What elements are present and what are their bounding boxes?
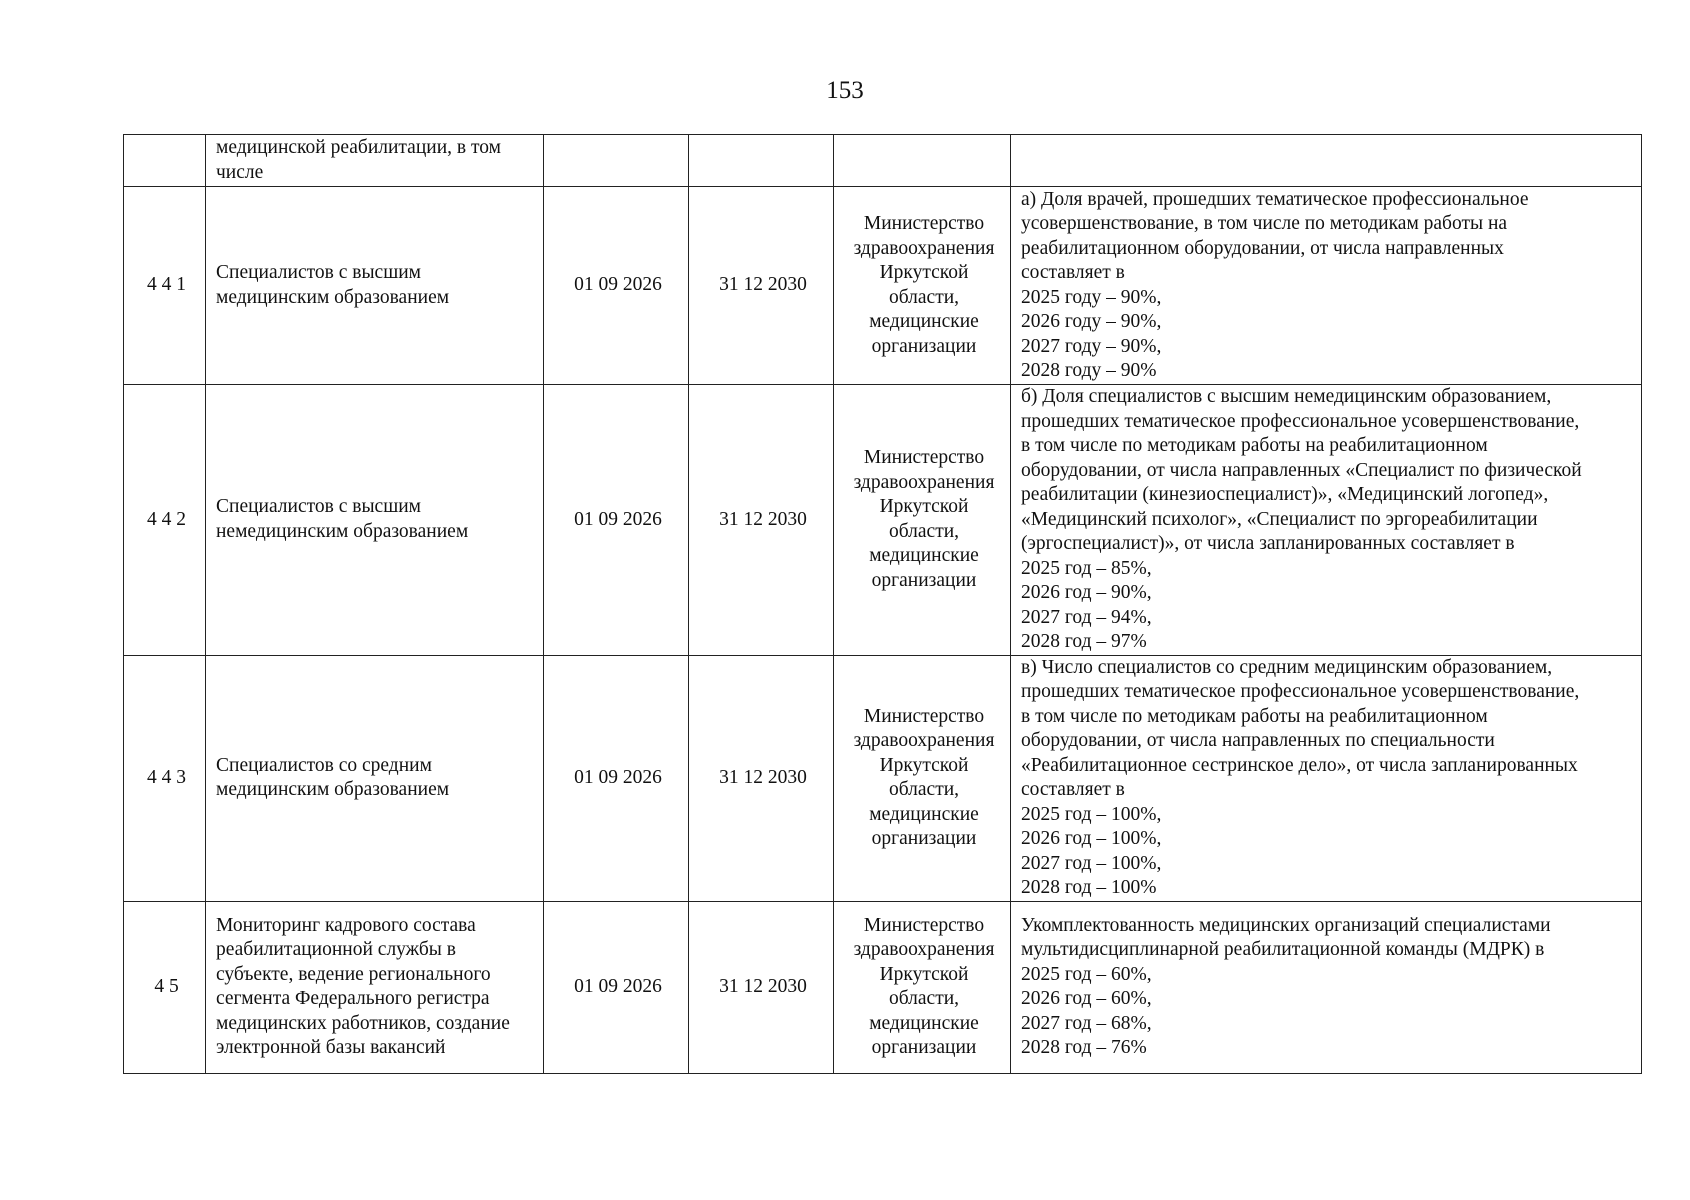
end-date-cell: 31 12 2030	[689, 655, 834, 901]
indicator-line: 2027 год – 94%,	[1021, 606, 1152, 628]
indicator-line: составляет в	[1021, 779, 1125, 800]
indicator-line: в) Число специалистов со средним медицинским образованием,	[1021, 656, 1553, 678]
event-name-cell	[206, 385, 544, 656]
indicator-line: 2025 год – 60%,	[1021, 963, 1152, 985]
indicator-line: 2026 год – 100%,	[1021, 828, 1162, 849]
indicator-line: составляет в	[1021, 262, 1125, 283]
indicator-line: прошедших тематическое профессиональное усовершенствование,	[1021, 681, 1580, 702]
start-date-cell: 01 09 2026	[544, 187, 689, 385]
row-number-cell	[124, 135, 206, 187]
plan-table	[123, 134, 1642, 1074]
indicator-cell	[1011, 135, 1642, 187]
end-date-cell	[689, 135, 834, 187]
indicator-line: оборудовании, от числа направленных по специальности	[1021, 730, 1495, 751]
indicator-line: 2028 год – 100%	[1021, 877, 1157, 898]
table-row	[124, 655, 1642, 901]
indicator-line: реабилитации (кинезиоспециалист)», «Медицинский логопед»,	[1021, 484, 1549, 505]
row-number-cell: 4 4 1	[124, 187, 206, 385]
event-name-cell	[206, 187, 544, 385]
indicator-cell	[1011, 385, 1642, 656]
indicator-line: 2025 год – 85%,	[1021, 557, 1152, 579]
event-name-cell	[206, 135, 544, 187]
event-name: Специалистов с высшим немедицинским образованием	[216, 496, 469, 542]
page-number: 153	[826, 77, 864, 104]
indicator-line: 2026 году – 90%,	[1021, 311, 1162, 332]
executor-cell	[834, 135, 1011, 187]
start-date-cell: 01 09 2026	[544, 385, 689, 656]
indicator-line: (эргоспециалист)», от числа запланированных составляет в	[1021, 533, 1515, 554]
indicator-line: в том числе по методикам работы на реабилитационном	[1021, 435, 1488, 456]
indicator-line: 2028 год – 97%	[1021, 631, 1147, 652]
indicator-cell	[1011, 655, 1642, 901]
event-name: медицинской реабилитации, в том числе	[216, 137, 501, 183]
indicator-line: 2026 год – 60%,	[1021, 988, 1152, 1009]
indicator-line: Укомплектованность медицинских организаций специалистами	[1021, 914, 1551, 936]
indicator-line: «Реабилитационное сестринское дело», от числа запланированных	[1021, 754, 1578, 776]
indicator-line: усовершенствование, в том числе по методикам работы на	[1021, 213, 1508, 234]
end-date-cell: 31 12 2030	[689, 385, 834, 656]
indicator-line: мультидисциплинарной реабилитационной команды (МДРК) в	[1021, 939, 1545, 960]
indicator-cell	[1011, 901, 1642, 1073]
indicator-cell	[1011, 187, 1642, 385]
event-name: Специалистов с высшим медицинским образованием	[216, 262, 450, 308]
indicator-line: б) Доля специалистов с высшим немедицинским образованием,	[1021, 386, 1552, 407]
start-date-cell	[544, 135, 689, 187]
event-name-cell	[206, 655, 544, 901]
table-row	[124, 901, 1642, 1073]
executor-cell: Министерство здравоохранения Иркутской области, медицинские организации	[834, 901, 1011, 1073]
table-row	[124, 187, 1642, 385]
indicator-line: 2027 году – 90%,	[1021, 335, 1162, 357]
indicator-line: 2028 году – 90%	[1021, 360, 1157, 381]
end-date-cell: 31 12 2030	[689, 901, 834, 1073]
end-date-cell: 31 12 2030	[689, 187, 834, 385]
row-number-cell: 4 4 3	[124, 655, 206, 901]
indicator-line: реабилитационном оборудовании, от числа направленных	[1021, 237, 1504, 259]
row-number-cell: 4 4 2	[124, 385, 206, 656]
table-row	[124, 385, 1642, 656]
indicator-line: 2026 год – 90%,	[1021, 582, 1152, 603]
event-name: Мониторинг кадрового состава реабилитационной службы в субъекте, ведение регионального сегмента Федерального регистра медицинских работников, создание электронной базы вакансий	[216, 914, 510, 1058]
start-date-cell: 01 09 2026	[544, 901, 689, 1073]
table-row	[124, 135, 1642, 187]
event-name: Специалистов со средним медицинским образованием	[216, 754, 450, 800]
indicator-line: «Медицинский психолог», «Специалист по эргореабилитации	[1021, 508, 1538, 530]
indicator-line: 2027 год – 68%,	[1021, 1012, 1152, 1034]
executor-cell: Министерство здравоохранения Иркутской области, медицинские организации	[834, 655, 1011, 901]
indicator-line: 2025 году – 90%,	[1021, 286, 1162, 308]
indicator-line: 2028 год – 76%	[1021, 1037, 1147, 1058]
executor-cell: Министерство здравоохранения Иркутской области, медицинские организации	[834, 187, 1011, 385]
start-date-cell: 01 09 2026	[544, 655, 689, 901]
indicator-line: а) Доля врачей, прошедших тематическое профессиональное	[1021, 188, 1529, 210]
indicator-line: в том числе по методикам работы на реабилитационном	[1021, 705, 1488, 727]
row-number-cell: 4 5	[124, 901, 206, 1073]
indicator-line: прошедших тематическое профессиональное усовершенствование,	[1021, 410, 1580, 432]
indicator-line: 2027 год – 100%,	[1021, 852, 1162, 874]
indicator-line: оборудовании, от числа направленных «Специалист по физической	[1021, 459, 1582, 481]
executor-cell: Министерство здравоохранения Иркутской области, медицинские организации	[834, 385, 1011, 656]
event-name-cell	[206, 901, 544, 1073]
indicator-line: 2025 год – 100%,	[1021, 803, 1162, 825]
